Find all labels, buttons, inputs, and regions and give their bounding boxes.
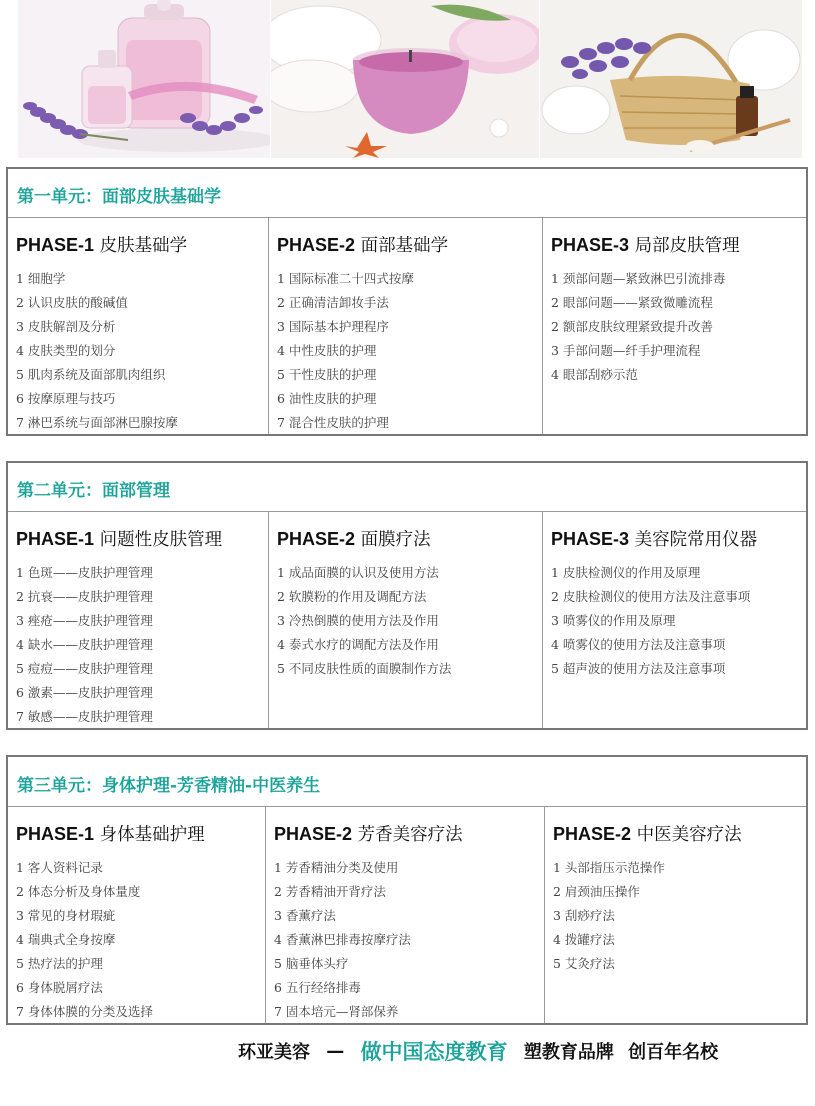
list-item: 2 抗衰——皮肤护理管理 xyxy=(16,589,153,604)
list-item: 2 认识皮肤的酸碱值 xyxy=(16,295,128,310)
list-item: 1 皮肤检测仪的作用及原理 xyxy=(551,565,701,580)
phase-code: PHASE-2 xyxy=(277,529,356,549)
list-item: 4 泰式水疗的调配方法及作用 xyxy=(277,637,439,652)
phase-heading xyxy=(551,526,757,551)
list-item: 7 混合性皮肤的护理 xyxy=(277,415,389,430)
list-item: 2 体态分析及身体量度 xyxy=(16,884,141,899)
photo-perfume-bottles-lavender xyxy=(18,0,270,158)
unit-1-phase-1 xyxy=(8,217,268,434)
list-item: 5 热疗法的护理 xyxy=(16,956,103,971)
phase-item-list xyxy=(277,269,414,437)
list-item: 5 肌肉系统及面部肌肉组织 xyxy=(16,367,166,382)
unit-3-title: 第三单元：身体护理-芳香精油-中医养生 xyxy=(17,776,321,796)
list-item: 4 瑞典式全身按摩 xyxy=(16,932,116,947)
list-item: 5 干性皮肤的护理 xyxy=(277,367,377,382)
list-item: 4 香薰淋巴排毒按摩疗法 xyxy=(274,932,411,947)
phase-heading xyxy=(16,232,187,257)
list-item: 7 身体体膜的分类及选择 xyxy=(16,1004,153,1019)
phase-name: 芳香美容疗法 xyxy=(352,825,463,845)
phase-name: 美容院常用仪器 xyxy=(629,530,758,550)
unit-2-phase-1 xyxy=(8,511,268,728)
footer-brand: 环亚美容 xyxy=(238,1042,310,1063)
list-item: 1 客人资料记录 xyxy=(16,860,103,875)
list-item: 3 痤疮——皮肤护理管理 xyxy=(16,613,153,628)
list-item: 5 超声波的使用方法及注意事项 xyxy=(551,661,726,676)
photo-banner xyxy=(0,0,815,160)
phase-heading xyxy=(553,821,742,846)
photo-pink-candle-towels xyxy=(271,0,539,158)
list-item: 4 喷雾仪的使用方法及注意事项 xyxy=(551,637,726,652)
unit-2-phase-2 xyxy=(268,511,542,728)
list-item: 2 软膜粉的作用及调配方法 xyxy=(277,589,427,604)
list-item: 1 国际标准二十四式按摩 xyxy=(277,271,414,286)
list-item: 5 痘痘——皮肤护理管理 xyxy=(16,661,153,676)
list-item: 3 刮痧疗法 xyxy=(553,908,615,923)
phase-item-list xyxy=(551,563,750,683)
unit-3-header xyxy=(8,757,806,807)
phase-item-list xyxy=(16,269,178,437)
list-item: 2 眼部问题——紧致微雕流程 xyxy=(551,295,713,310)
unit-1-title: 第一单元：面部皮肤基础学 xyxy=(17,187,221,207)
list-item: 3 国际基本护理程序 xyxy=(277,319,389,334)
phase-code: PHASE-2 xyxy=(277,235,356,255)
list-item: 6 激素——皮肤护理管理 xyxy=(16,685,153,700)
photo-lavender-basket xyxy=(540,0,802,158)
phase-code: PHASE-2 xyxy=(274,824,353,844)
list-item: 1 颈部问题—紧致淋巴引流排毒 xyxy=(551,271,726,286)
unit-1-phase-3 xyxy=(542,217,806,434)
phase-name: 身体基础护理 xyxy=(94,825,205,845)
list-item: 4 拨罐疗法 xyxy=(553,932,615,947)
list-item: 2 肩颈油压操作 xyxy=(553,884,640,899)
phase-item-list xyxy=(277,563,451,683)
phase-heading xyxy=(274,821,463,846)
list-item: 7 固本培元—肾部保养 xyxy=(274,1004,399,1019)
list-item: 4 皮肤类型的划分 xyxy=(16,343,116,358)
list-item: 1 头部指压示范操作 xyxy=(553,860,665,875)
phase-name: 面膜疗法 xyxy=(355,530,431,550)
list-item: 6 按摩原理与技巧 xyxy=(16,391,116,406)
list-item: 4 眼部刮痧示范 xyxy=(551,367,638,382)
list-item: 7 淋巴系统与面部淋巴腺按摩 xyxy=(16,415,178,430)
phase-code: PHASE-3 xyxy=(551,235,630,255)
footer-slogan-2: 创百年名校 xyxy=(628,1042,719,1063)
list-item: 2 正确清洁卸妆手法 xyxy=(277,295,389,310)
phase-item-list xyxy=(551,269,725,389)
unit-3-phase-3 xyxy=(544,806,806,1023)
unit-2-phase-3 xyxy=(542,511,806,728)
list-item: 5 不同皮肤性质的面膜制作方法 xyxy=(277,661,452,676)
list-item: 1 芳香精油分类及使用 xyxy=(274,860,399,875)
list-item: 2 芳香精油开背疗法 xyxy=(274,884,386,899)
list-item: 1 色斑——皮肤护理管理 xyxy=(16,565,153,580)
unit-3-box xyxy=(6,755,808,1025)
phase-code: PHASE-1 xyxy=(16,529,95,549)
phase-name: 中医美容疗法 xyxy=(631,825,742,845)
list-item: 3 皮肤解剖及分析 xyxy=(16,319,116,334)
list-item: 4 缺水——皮肤护理管理 xyxy=(16,637,153,652)
list-item: 6 五行经络排毒 xyxy=(274,980,361,995)
unit-1-box xyxy=(6,167,808,436)
list-item: 5 艾灸疗法 xyxy=(553,956,615,971)
list-item: 5 脑垂体头疗 xyxy=(274,956,349,971)
footer-slogan xyxy=(238,1036,718,1070)
list-item: 3 香薰疗法 xyxy=(274,908,336,923)
phase-heading xyxy=(16,526,222,551)
phase-name: 面部基础学 xyxy=(355,236,449,256)
footer-slogan-1: 塑教育品牌 xyxy=(523,1042,614,1063)
list-item: 6 油性皮肤的护理 xyxy=(277,391,377,406)
unit-2-title: 第二单元：面部管理 xyxy=(17,481,170,501)
phase-name: 局部皮肤管理 xyxy=(629,236,740,256)
list-item: 2 皮肤检测仪的使用方法及注意事项 xyxy=(551,589,751,604)
footer-motto: 做中国态度教育 xyxy=(360,1040,508,1064)
phase-item-list xyxy=(553,858,665,978)
unit-1-phase-2 xyxy=(268,217,542,434)
phase-heading xyxy=(277,526,431,551)
list-item: 4 中性皮肤的护理 xyxy=(277,343,377,358)
phase-name: 皮肤基础学 xyxy=(94,236,188,256)
list-item: 7 敏感——皮肤护理管理 xyxy=(16,709,153,724)
phase-name: 问题性皮肤管理 xyxy=(94,530,223,550)
list-item: 3 手部问题—纤手护理流程 xyxy=(551,343,701,358)
list-item: 1 成品面膜的认识及使用方法 xyxy=(277,565,439,580)
list-item: 3 常见的身材瑕疵 xyxy=(16,908,116,923)
phase-code: PHASE-3 xyxy=(551,529,630,549)
list-item: 3 喷雾仪的作用及原理 xyxy=(551,613,676,628)
phase-heading xyxy=(16,821,205,846)
list-item: 2 额部皮肤纹理紧致提升改善 xyxy=(551,319,713,334)
unit-3-phase-2 xyxy=(265,806,544,1023)
unit-2-header xyxy=(8,463,806,512)
phase-code: PHASE-1 xyxy=(16,824,95,844)
unit-1-header xyxy=(8,169,806,218)
unit-2-box xyxy=(6,461,808,730)
phase-code: PHASE-2 xyxy=(553,824,632,844)
phase-code: PHASE-1 xyxy=(16,235,95,255)
phase-item-list xyxy=(16,563,153,731)
phase-item-list xyxy=(274,858,411,1026)
list-item: 1 细胞学 xyxy=(16,271,66,286)
footer-dash: — xyxy=(326,1040,345,1062)
list-item: 6 身体脱屑疗法 xyxy=(16,980,103,995)
phase-heading xyxy=(277,232,448,257)
phase-item-list xyxy=(16,858,153,1026)
list-item: 3 冷热倒膜的使用方法及作用 xyxy=(277,613,439,628)
phase-heading xyxy=(551,232,740,257)
unit-3-phase-1 xyxy=(8,806,265,1023)
